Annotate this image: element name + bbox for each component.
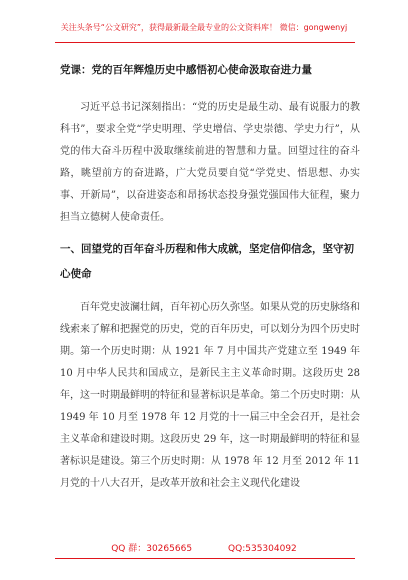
footer-divider — [55, 558, 355, 559]
header-divider — [55, 42, 355, 43]
document-title: 党课：党的百年辉煌历史中感悟初心使命汲取奋进力量 — [60, 64, 312, 76]
page-footer — [0, 541, 408, 554]
footer-qq-group: QQ 群：30265665 — [111, 544, 193, 554]
footer-qq: QQ:535304092 — [228, 544, 297, 554]
intro-paragraph: 习近平总书记深刻指出：“党的历史是最生动、最有说服力的教科书”，要求全党“学史明理、学史增信、学史崇德、学史力行”，从党的伟大奋斗历程中汲取继续前进的智慧和力量。回望过往的奋斗路，眺望前方的奋进路，广大党员要自觉“学党史、悟思想、办实事、开新局”，以奋进姿态和昂扬状态投身强党强国伟大征程，聚力担当立德树人使命责任。 — [60, 102, 360, 223]
document-body — [60, 62, 360, 503]
section-heading: 一、回望党的百年奋斗历程和伟大成就，坚定信仰信念，坚守初心使命 — [60, 243, 354, 280]
page-header: 关注头条号“公文研究”，获得最新最全最专业的公文资料库！ 微信：gongwenyj — [60, 23, 348, 32]
section-paragraph: 百年党史波澜壮阔，百年初心历久弥坚。如果从党的历史脉络和线索来了解和把握党的历史，党的百年历史，可以划分为四个历史时期。第一个历史时期：从 1921 年 7 月中国共产党建立至 1949 年 10 月中华人民共和国成立，是新民主主义革命时期。这段历史 28 年，这一时期最鲜明的特征和显著标识是革命。第二个历史时期：从 1949 年 10 月至 1978 年 12 月党的十一届三中全会召开，是社会主义革命和建设时期。这段历史 29 年，这一时期最鲜明的特征和显著标识是建设。第三个历史时期：从 1978 年 12 月至 2012 年 11 月党的十八大召开，是改革开放和社会主义现代化建设 — [60, 302, 360, 489]
